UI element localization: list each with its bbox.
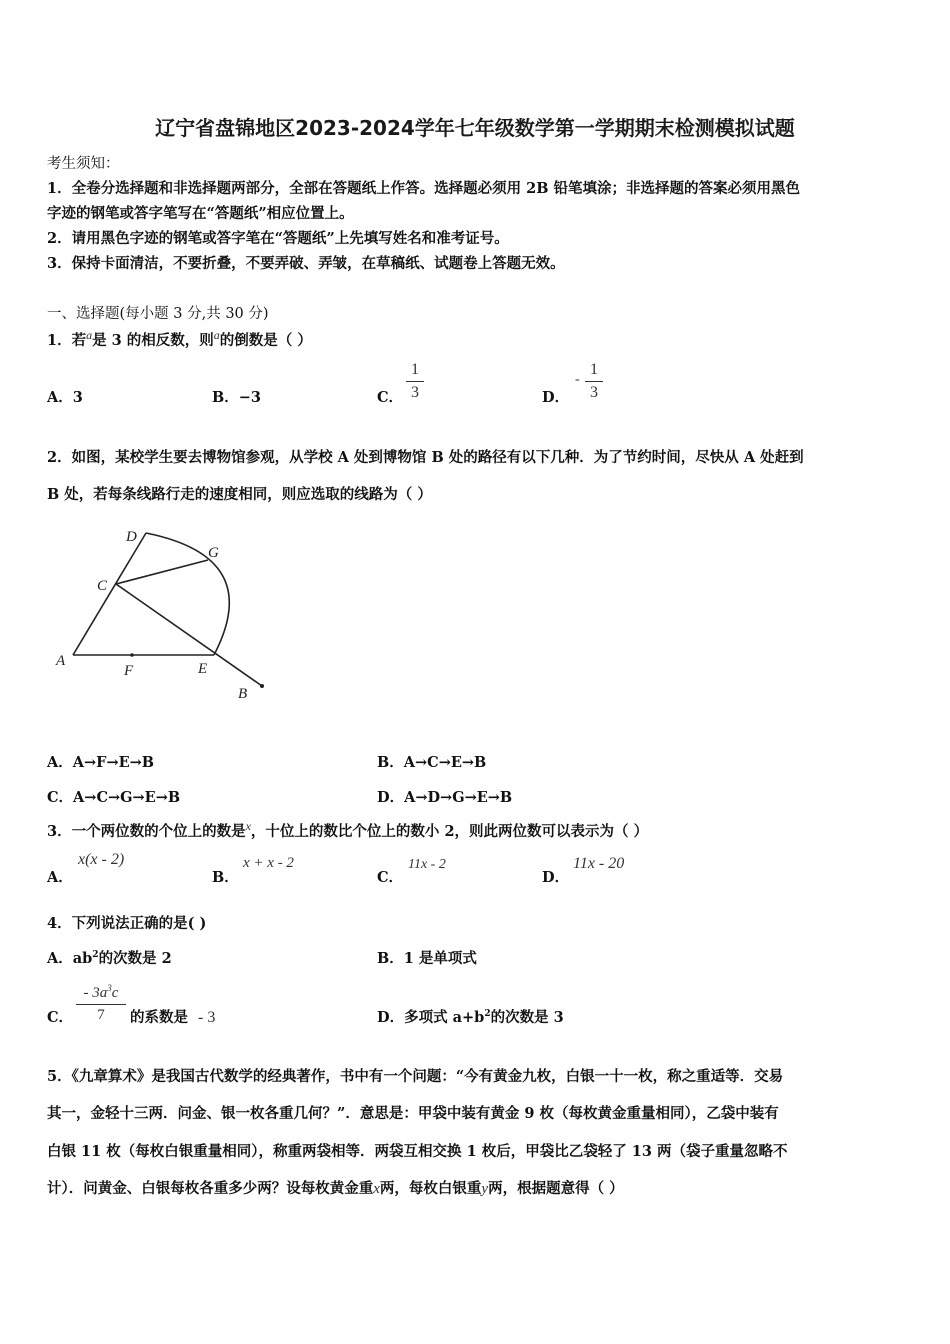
q3-option-a-expr: x(x - 2): [78, 851, 125, 868]
var-x: x: [373, 1181, 380, 1197]
question-5-line-3: 白银 11 枚（每枚白银重量相同），称重两袋相等．两袋互相交换 1 枚后，甲袋比乙袋轻了 13 两（袋子重量忽略不: [47, 1143, 788, 1160]
question-1-stem: 1．若$^a$是 3 的相反数，则$^a$的倒数是（ ）: [47, 328, 312, 349]
q2-option-a: A．A→F→E→B: [47, 754, 155, 771]
var-x: x: [245, 819, 251, 833]
question-5-line-1: 5．《九章算术》是我国古代数学的经典著作，书中有一个问题：“今有黄金九枚，白银一十一枚，称之重适等．交易: [47, 1068, 784, 1085]
q4-option-a: A．$ab^2$的次数是 2: [47, 950, 172, 967]
q4-coefficient: - 3: [198, 1009, 216, 1026]
q3-option-c-expr: 11x - 2: [408, 857, 446, 872]
notice-line-1b: 字迹的钢笔或答字笔写在“答题纸”相应位置上。: [47, 205, 354, 222]
q2-option-b: B．A→C→E→B: [377, 754, 487, 771]
q1-fraction-c: 1 3: [406, 361, 424, 402]
q1-option-d: D．: [542, 389, 570, 406]
var-y: y: [481, 1181, 489, 1197]
q4-option-c-text: 的系数是: [130, 1009, 188, 1026]
q1-fraction-d: 1 3: [585, 361, 603, 402]
label-b: B: [238, 686, 248, 702]
q3-option-a-label: A．: [47, 869, 73, 886]
question-2-line-1: 2．如图，某校学生要去博物馆参观，从学校 A 处到博物馆 B 处的路径有以下几种．为了节约时间，尽快从 A 处赶到: [47, 449, 804, 466]
point-f: [130, 653, 134, 657]
q1-option-b: B．−3: [212, 389, 261, 406]
q3-option-b-label: B．: [212, 869, 239, 886]
q1-option-a: A．3: [47, 389, 83, 406]
q3-option-d-label: D．: [542, 869, 570, 886]
page-title: 辽宁省盘锦地区2023-2024学年七年级数学第一学期期末检测模拟试题: [155, 116, 795, 140]
q4-option-d: D．多项式 $a+b^2$的次数是 3: [377, 1009, 564, 1026]
question-3-stem: 3．一个两位数的个位上的数是$^x$，十位上的数比个位上的数小 2，则此两位数可以表示为（ ）: [47, 819, 649, 840]
segment-c-g: [116, 560, 208, 584]
label-f: F: [124, 663, 134, 679]
label-e: E: [198, 661, 208, 677]
section-heading: 一、选择题(每小题 3 分,共 30 分): [47, 306, 269, 322]
q3-option-c-label: C．: [377, 869, 404, 886]
question-2-line-2: B 处，若每条线路行走的速度相同，则应选取的线路为（ ）: [47, 486, 432, 503]
q3-option-d-expr: 11x - 20: [573, 855, 625, 872]
question-5-line-2: 其一，金轻十三两．问金、银一枚各重几何？”．意思是：甲袋中装有黄金 9 枚（每枚黄金重量相同），乙袋中装有: [47, 1105, 779, 1122]
label-a: A: [56, 653, 66, 669]
question-4-stem: 4．下列说法正确的是( ): [47, 915, 207, 932]
notice-line-2: 2．请用黑色字迹的钢笔或答字笔在“答题纸”上先填写姓名和准考证号。: [47, 230, 509, 247]
q1-option-c: C．: [377, 389, 404, 406]
q3-option-b-expr: x + x - 2: [243, 855, 294, 871]
point-b: [260, 684, 264, 688]
var-a: a: [86, 328, 93, 342]
notice-line-1a: 1．全卷分选择题和非选择题两部分，全部在答题纸上作答。选择题必须用 2B 铅笔填涂；非选择题的答案必须用黑色: [47, 180, 801, 197]
notice-line-3: 3．保持卡面清洁，不要折叠，不要弄破、弄皱，在草稿纸、试题卷上答题无效。: [47, 255, 565, 272]
route-diagram: [40, 515, 280, 710]
segment-a-d: [73, 533, 146, 655]
label-g: G: [208, 545, 219, 561]
question-5-line-4: 计）．问黄金、白银每枚各重多少两？设每枚黄金重x两，每枚白银重y两，根据题意得（ ）: [47, 1180, 624, 1197]
var-a: a: [213, 328, 220, 342]
label-d: D: [126, 529, 137, 545]
q4-fraction: - $3a^3c$ 7: [76, 983, 126, 1024]
notice-heading: 考生须知：: [47, 156, 120, 172]
q4-option-c-label: C．: [47, 1009, 74, 1026]
minus-sign: -: [575, 372, 580, 387]
q2-option-d: D．A→D→G→E→B: [377, 789, 513, 806]
label-c: C: [97, 578, 108, 594]
q2-option-c: C．A→C→G→E→B: [47, 789, 181, 806]
segment-c-b: [116, 584, 262, 686]
q4-option-b: B．1 是单项式: [377, 950, 477, 967]
